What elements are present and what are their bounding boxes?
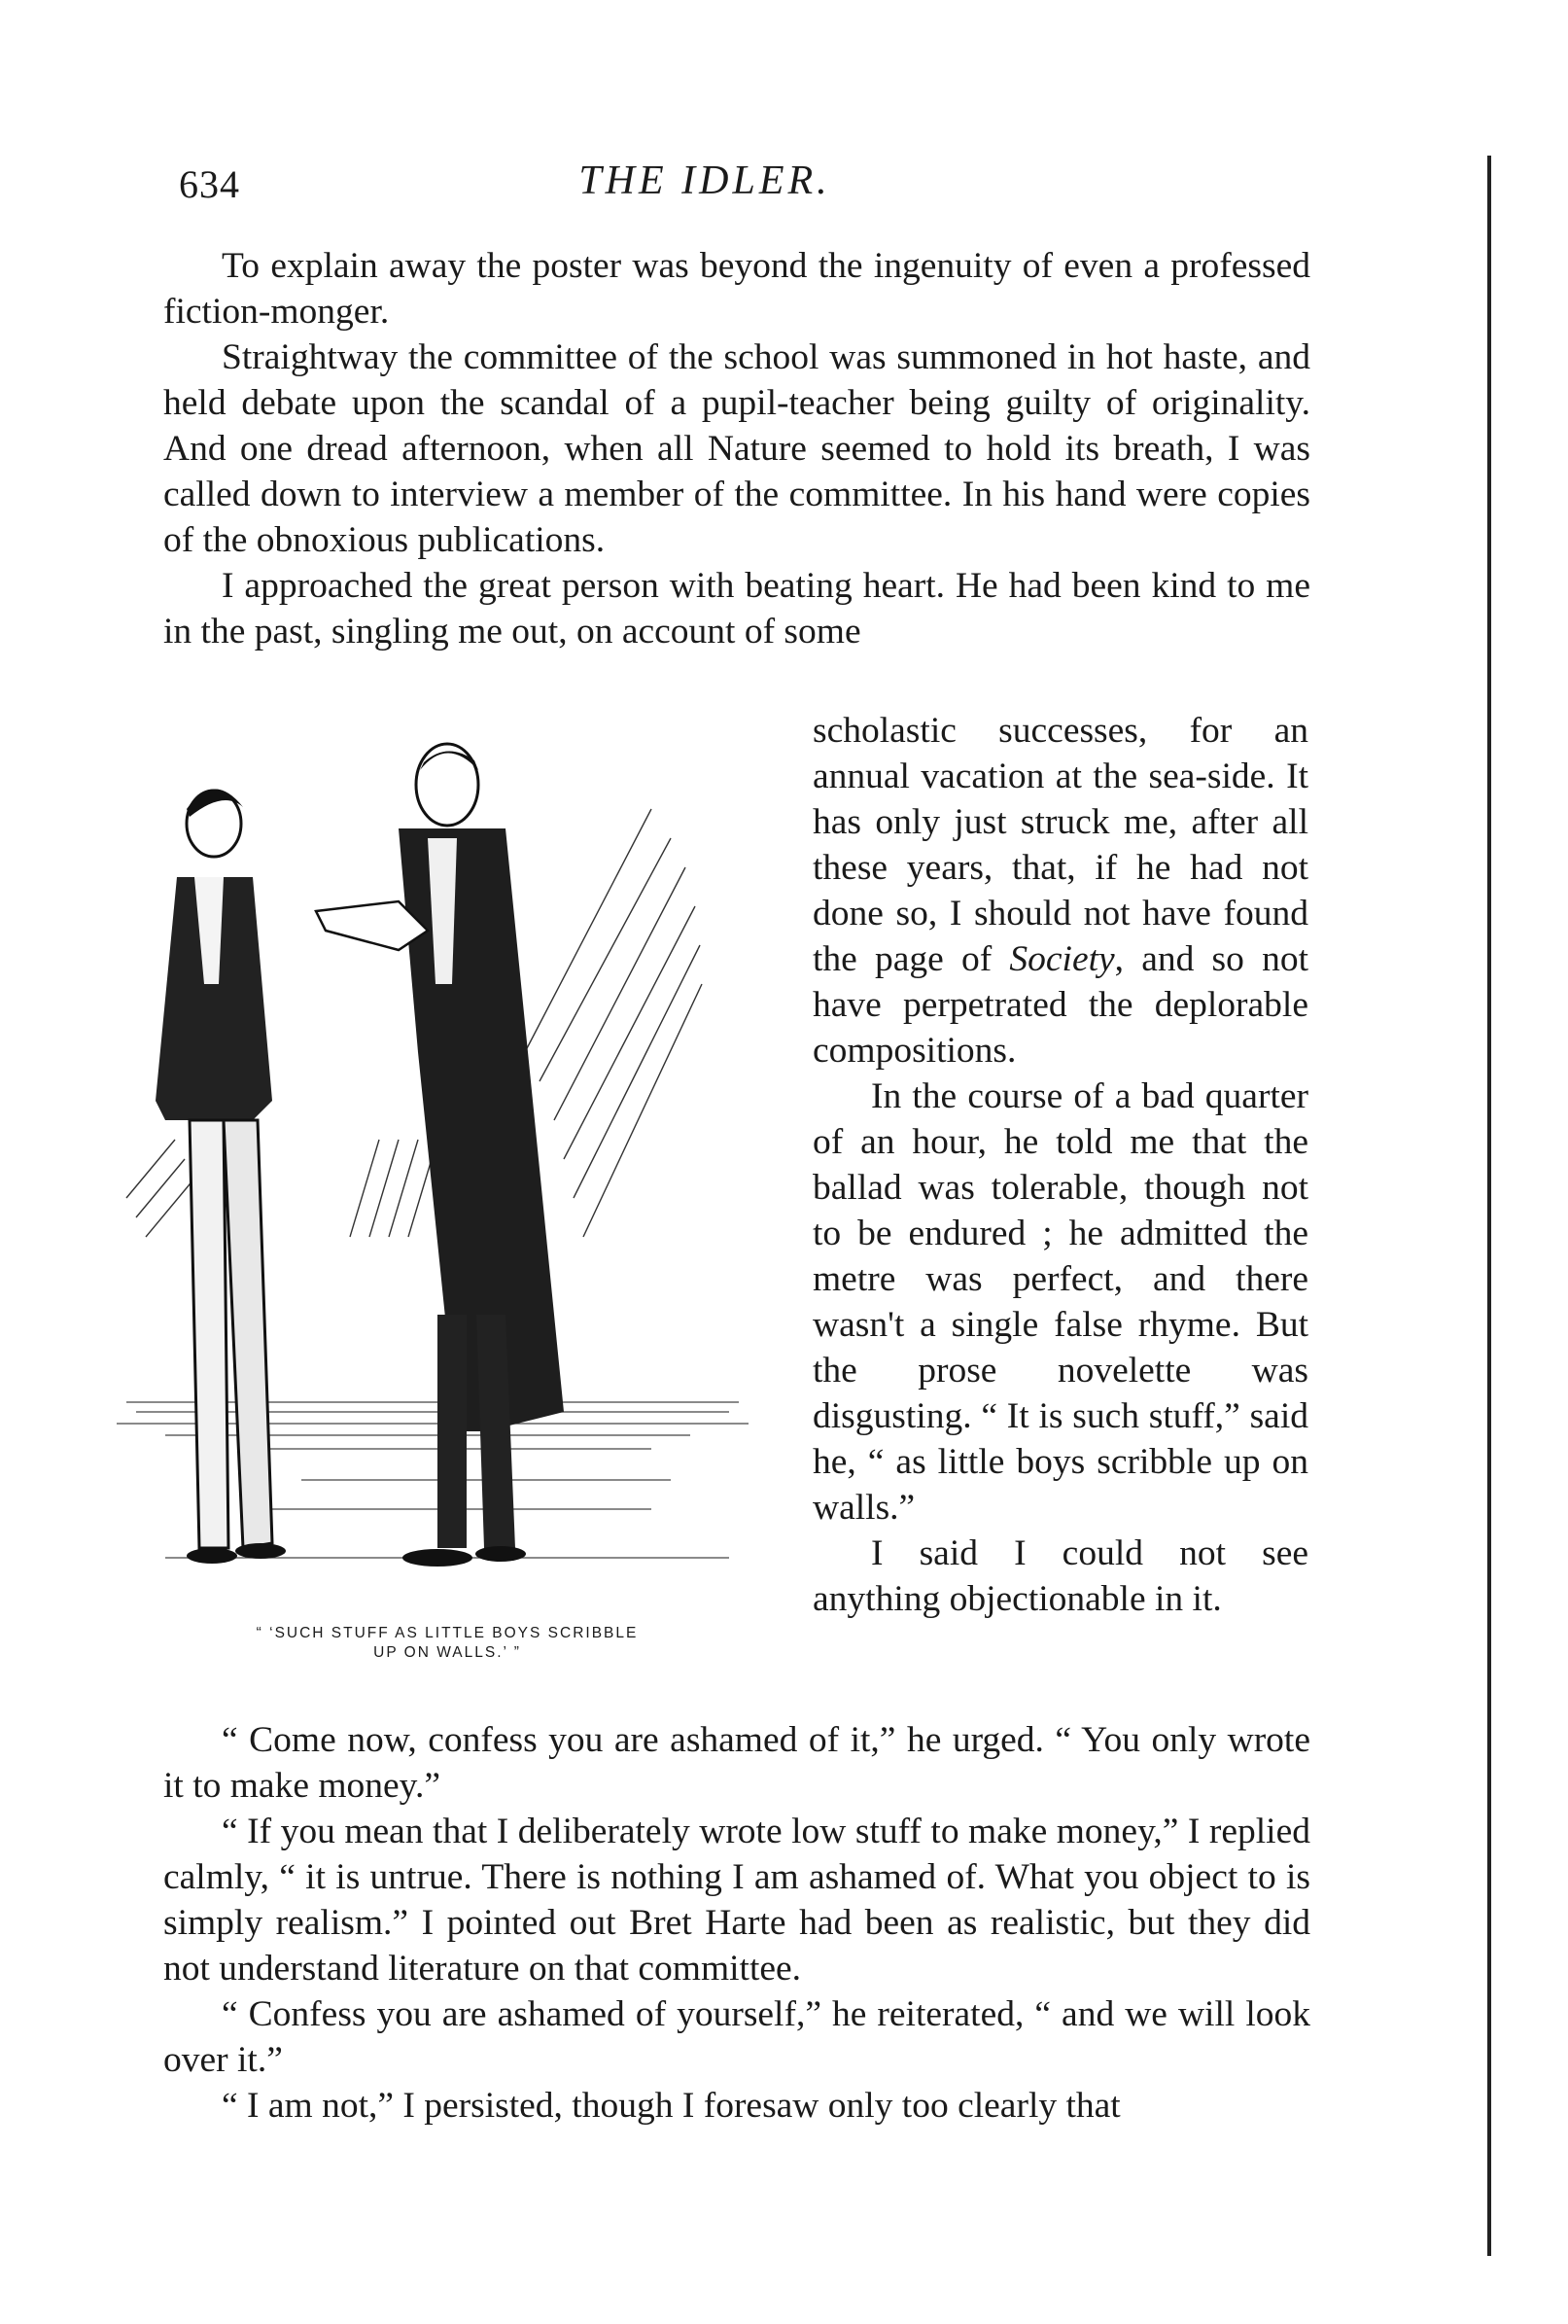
paragraph: I approached the great person with beating heart. He had been kind to me in the past, singling me out, on account of some bbox=[163, 566, 1310, 651]
boy-figure bbox=[156, 789, 286, 1564]
paragraph bbox=[813, 708, 1308, 1074]
paragraph: To explain away the poster was beyond the ingenuity of even a professed fiction-monger. bbox=[163, 246, 1310, 332]
figure-caption bbox=[156, 1624, 739, 1663]
body-side bbox=[813, 708, 1308, 1622]
paragraph: In the course of a bad quarter of an hour, he told me that the ballad was tolerable, though not to be endured ; he admitted the metre was perfect, and there wasn't a single false rhyme. But the prose novelette was disgusting. “ It is such stuff,” said he, “ as little boys scribble up on walls.” bbox=[813, 1076, 1308, 1528]
running-title: THE IDLER. bbox=[578, 158, 831, 203]
paragraph: “ Come now, confess you are ashamed of it,” he urged. “ You only wrote it to make money.” bbox=[163, 1720, 1310, 1806]
paragraph: I said I could not see anything objectionable in it. bbox=[813, 1533, 1308, 1619]
text-run: scholastic successes, for an annual vacation at the sea-side. It has only just struck me, after all these years, that, if he had not done so, I should not have found the page of bbox=[813, 711, 1308, 979]
page-number: 634 bbox=[179, 162, 240, 206]
paragraph: “ If you mean that I deliberately wrote low stuff to make money,” I replied calmly, “ it is untrue. There is nothing I am ashamed of. What you object to is simply realism.” I pointed out Bret Harte had been as realistic, but they did not understand literature on that committee. bbox=[163, 1812, 1310, 1989]
paragraph: Straightway the committee of the school was summoned in hot haste, and held debate upon the scandal of a pupil-teacher being guilty of originality. And one dread afternoon, when all Nature seemed to hold its breath, I was called down to interview a member of the committee. In his hand were copies of the obnoxious publications. bbox=[163, 337, 1310, 560]
paragraph: “ Confess you are ashamed of yourself,” he reiterated, “ and we will look over it.” bbox=[163, 1994, 1310, 2080]
caption-line: “ ‘SUCH STUFF AS LITTLE BOYS SCRIBBLE bbox=[256, 1625, 639, 1641]
body-bottom bbox=[163, 1717, 1310, 2129]
paragraph: “ I am not,” I persisted, though I foresaw only too clearly that bbox=[222, 2086, 1121, 2126]
man-figure bbox=[316, 744, 564, 1567]
italic-title: Society bbox=[1009, 939, 1115, 979]
illustration-drawing bbox=[107, 731, 787, 1626]
body-top bbox=[163, 243, 1310, 654]
page-edge-rule bbox=[1487, 156, 1491, 2256]
text-run: , and so not have perpetrated the deplorable compositions. bbox=[813, 939, 1308, 1071]
illustration bbox=[107, 731, 787, 1684]
caption-line: UP ON WALLS.’ ” bbox=[373, 1644, 521, 1661]
